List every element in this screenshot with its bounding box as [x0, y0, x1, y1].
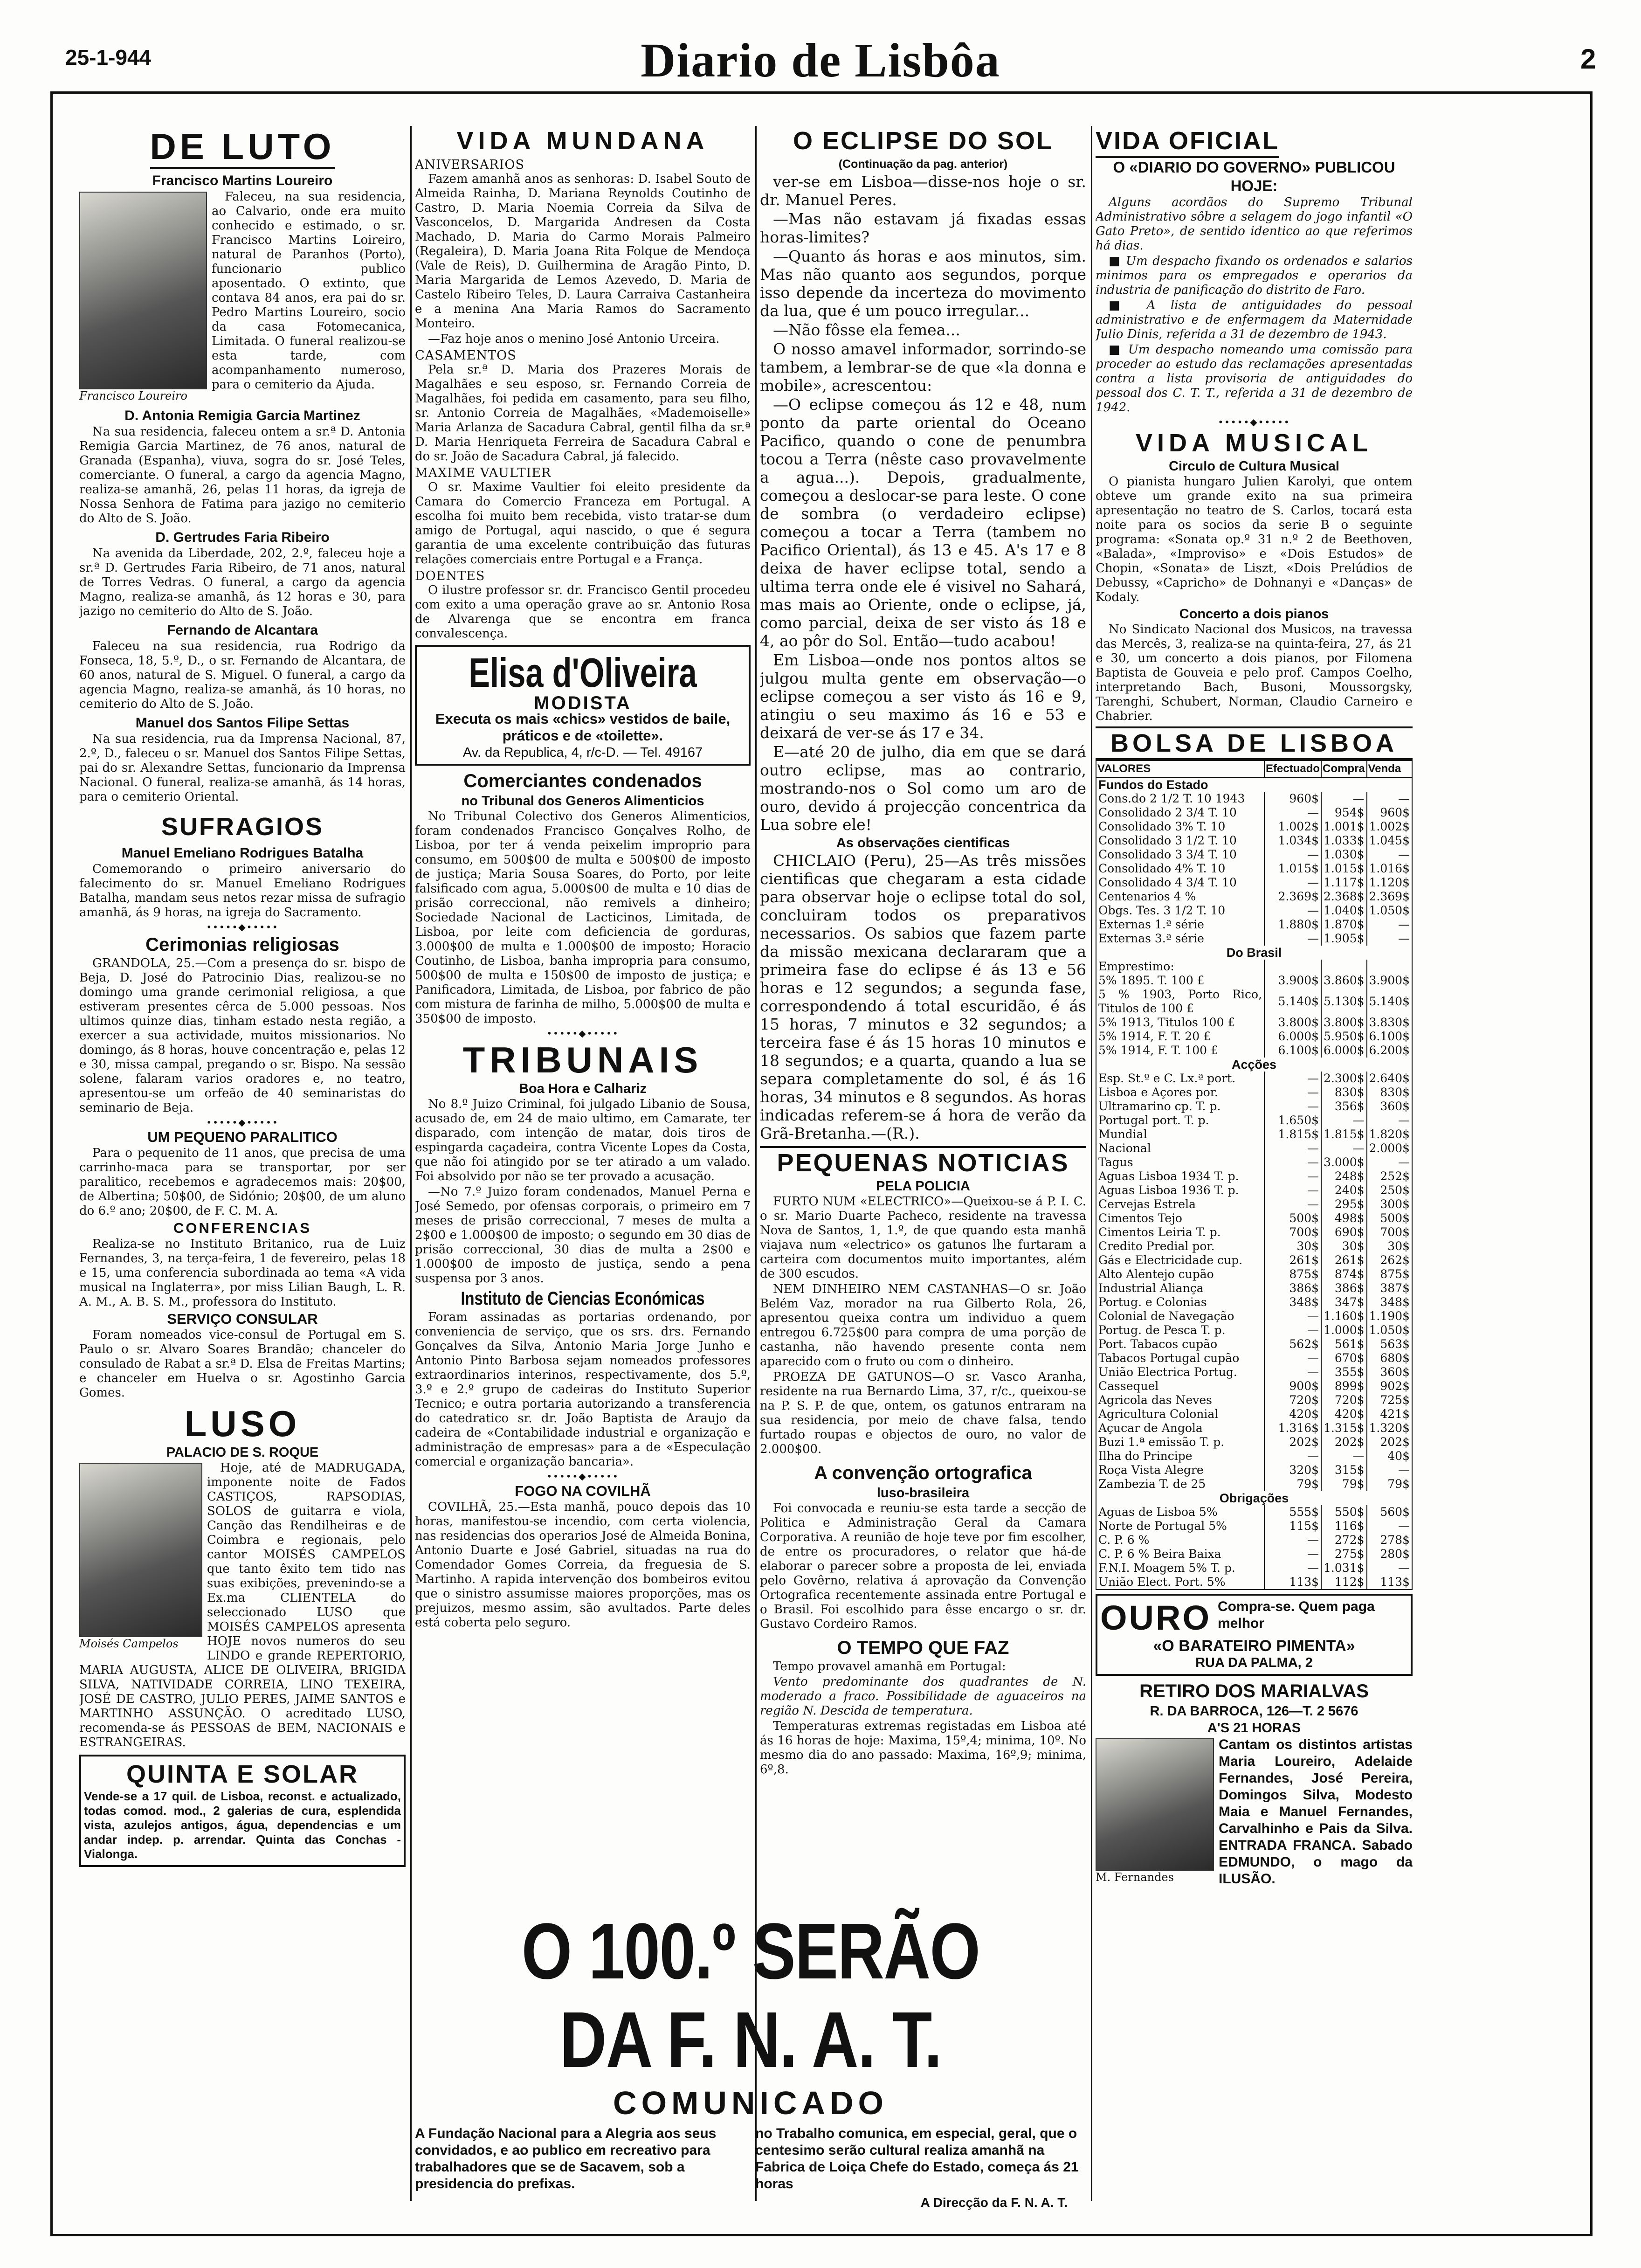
pequenas-text: NEM DINHEIRO NEM CASTANHAS—O sr. João Belém Vaz, morador na rua Gilberto Rola, 26, apresentou queixa contra um individuo a quem entregou 6.725$00 para compra de uma porção de castanha, não havendo presente conta nem aparecido com o fruto ou com o dinheiro. [760, 1282, 1086, 1369]
ouro-ad [1096, 1594, 1413, 1676]
table-row: 5% 1914, F. T. 100 £ 6.100$ 6.000$ 6.200$ [1096, 1044, 1412, 1058]
section-subhead: DOENTES [415, 569, 485, 583]
column-rule [755, 126, 757, 2201]
column-1 [79, 126, 406, 2201]
retiro-ad [1096, 1736, 1413, 1888]
obituary-name: D. Antonia Remigia Garcia Martinez [124, 408, 360, 423]
table-row: Agricultura Colonial 420$ 420$ 421$ [1096, 1407, 1412, 1421]
table-row: Colonial de Navegação — 1.160$ 1.190$ [1096, 1309, 1412, 1323]
mundana-text: Pela sr.ª D. Maria dos Prazeres Morais de Magalhães e seu esposo, sr. Fernando Correia de Magalhães, foi pedida em casamento, para seu filho, sr. Antonio Correia de Magalhães, «Mademoiselle» Maria Arlanza de Sacadura Cabral, gentil filha da sr.ª D. Maria Henriqueta Ferreira de Sacadura Cabral e do sr. João de Sacadura Cabral, já falecido. [415, 363, 751, 463]
sufragios-name: Manuel Emeliano Rodrigues Batalha [121, 845, 364, 861]
table-row: Emprestimo: [1096, 960, 1412, 974]
table-row: 5% 1895. T. 100 £ 3.900$ 3.860$ 3.900$ [1096, 974, 1412, 988]
fnat-subhead: COMUNICADO [613, 2085, 888, 2121]
retiro-title: RETIRO DOS MARIALVAS [1139, 1681, 1369, 1701]
quinta-ad [79, 1755, 406, 1867]
comerciantes-title: Comerciantes condenados [463, 771, 702, 791]
fnat-text-left: A Fundação Nacional para a Alegria aos seus convidados, e ao publico em recreativo para trabalhadores que se de Sacavem, sob a presidencia do prefixas. [415, 2126, 717, 2192]
table-row: Cons.do 2 1/2 T. 10 1943 960$ — — [1096, 792, 1412, 806]
separator: •••••◆••••• [546, 1028, 619, 1039]
consular-text: Foram nomeados vice-consul de Portugal em S. Paulo o sr. Alvaro Soares Brandão; chanceler do consulado de Rabat a sr.ª D. Elsa de Freitas Martins; e chanceler em Huelva o sr. Agostinho Garcia Gomes. [79, 1328, 406, 1400]
elisa-ad [415, 645, 751, 766]
tempo-text: Tempo provavel amanhã em Portugal: [773, 1660, 1006, 1673]
table-row: Tagus — 3.000$ — [1096, 1155, 1412, 1169]
portrait-caption: Francisco Loureiro [79, 389, 187, 402]
obituary-text: Faleceu, na sua residencia, ao Calvario, onde era muito conhecido e estimado, o sr. Francisco Martins Loireiro, natural de Paranhos (Porto), funcionario publico aposentado. O extinto, que contava 84 anos, era pai do sr. Pedro Martins Loureiro, socio da casa Fotomecanica, Limitada. O funeral realizou-se esta tarde, com acompanhamento numeroso, para o cemiterio da Ajuda. [212, 190, 406, 392]
elisa-role: MODISTA [534, 693, 632, 713]
table-row: Consolidado 2 3/4 T. 10 — 954$ 960$ [1096, 806, 1412, 820]
cerimonias-title: Cerimonias religiosas [145, 934, 339, 955]
table-row: União Elect. Port. 5% 113$ 112$ 113$ [1096, 1575, 1412, 1590]
pequenas-title: PEQUENAS NOTICIAS [760, 1146, 1086, 1178]
stock-table [1096, 760, 1413, 1590]
eclipse-subtitle: (Continuação da pag. anterior) [838, 158, 1008, 171]
mundana-text: O sr. Maxime Vaultier foi eleito presidente da Camara do Comercio Franceza em Portugal. A escolha foi muito bem recebida, visto tratar-se dum amigo de Portugal, aqui nascido, o que é segura garantia de uma excelente contribuição das futuras relações comerciais entre Portugal e a França. [415, 480, 751, 567]
eclipse-title: O ECLIPSE DO SOL [793, 127, 1054, 155]
pequenas-subtitle: PELA POLICIA [876, 1179, 970, 1194]
table-row: Credito Predial por. 30$ 30$ 30$ [1096, 1239, 1412, 1253]
col-header: Venda [1367, 761, 1412, 777]
bullet-square-icon: ■ [1109, 298, 1147, 312]
masthead-title: Diario de Lisbôa [641, 34, 1000, 87]
table-row: Ilha do Principe — — 40$ [1096, 1449, 1412, 1463]
table-row: Centenarios 4 % 2.369$ 2.368$ 2.369$ [1096, 890, 1412, 904]
oficial-text: ■ Um despacho fixando os ordenados e salarios minimos para os empregados e operarios da industria de panificação do distrito de Faro. [1096, 254, 1413, 297]
tribunais-title: TRIBUNAIS [462, 1039, 703, 1080]
musical-title: VIDA MUSICAL [1136, 429, 1372, 457]
table-row: Ultramarino cp. T. p. — 356$ 360$ [1096, 1099, 1412, 1113]
table-row: Cimentos Leiria T. p. 700$ 690$ 700$ [1096, 1225, 1412, 1239]
covilha-title: FOGO NA COVILHÃ [515, 1483, 651, 1499]
table-row: Agricola das Neves 720$ 720$ 725$ [1096, 1393, 1412, 1407]
oficial-text: ■ A lista de antiguidades do pessoal administrativo e de enfermagem da Maternidade Julio Dinis, referida a 31 de dezembro de 1943. [1096, 298, 1413, 341]
table-group-row: Do Brasil [1096, 946, 1412, 960]
oficial-body [1096, 195, 1413, 415]
quinta-title: QUINTA E SOLAR [126, 1760, 359, 1788]
luso-title: LUSO [184, 1403, 301, 1444]
table-row: Cervejas Estrela — 295$ 300$ [1096, 1197, 1412, 1211]
tempo-title: O TEMPO QUE FAZ [837, 1638, 1009, 1658]
table-row: Industrial Aliança 386$ 386$ 387$ [1096, 1281, 1412, 1295]
paralitico-text: Para o pequenito de 11 anos, que precisa de uma carrinho-maca para se transportar, por ser paralitico, recebemos e agradecemos mais: 20$00, de Albertina; 50$00, de Sidónio; 20$00, de um aluno do 6.º ano; 20$00, de F. C. M. A. [79, 1146, 406, 1218]
table-row: 5 % 1903, Porto Rico, Titulos de 100 £ 5.140$ 5.130$ 5.140$ [1096, 988, 1412, 1016]
eclipse-body [760, 173, 1086, 1142]
table-row: Portugal port. T. p. 1.650$ — — [1096, 1113, 1412, 1127]
table-row: Zambezia T. de 25 79$ 79$ 79$ [1096, 1477, 1412, 1491]
tempo-text: Temperaturas extremas registadas em Lisboa até ás 16 horas de hoje: Maxima, 15º,4; minima, 10º. No mesmo dia do ano passado: Maxima, 16º,9; minima, 6º,8. [760, 1719, 1086, 1777]
retiro-portrait [1096, 1738, 1212, 1884]
column-3 [760, 126, 1086, 2201]
cerimonias-text: GRANDOLA, 25.—Com a presença do sr. bispo de Beja, D. José do Patrocinio Dias, realizou-se no domingo uma grande cerimonial religiosa, a que estiveram presentes cêrca de 5.000 pessoas. Nos ultimos quinze dias, tinham estado nesta região, a exercer a sua actividade, muitos missionarios. No domingo, ás 8 horas, houve concentração e, pelas 12 e 30, missa campal, pregando o sr. Bispo. Na sessão solene, falaram varios oradores e, no teatro, apresentou-se um orfeão de 40 seminaristas do seminario de Beja. [79, 956, 406, 1115]
mundana-text: Fazem amanhã anos as senhoras: D. Isabel Souto de Almeida Rainha, D. Mariana Reynolds Coutinho de Castro, D. Maria Noemia Correia da Silva de Vasconcelos, D. Margarida Andresen da Costa Machado, D. Maria do Carmo Morais Palmeiro (Regaleira), D. Maria Joana Rita Folque de Mendoça (Vale de Reis), D. Guilhermina de Aragão Pinto, D. Maria Margarida de Lemos Azevedo, D. Maria de Castelo Ribeiro Teles, D. Laura Carraiva Castanheira e a menina Ana Maria Ramos do Sacramento Monteiro. [415, 172, 751, 331]
tribunais-text: —No 7.º Juizo foram condenados, Manuel Perna e José Semedo, por ofensas corporais, o primeiro em 7 meses de prisão correccional, 7 meses de multa a 2$00 e 1.000$00 de imposto; o segundo em 30 dias de prisão correccional, 30 dias de multa a 2$00 e 1.000$00 de imposto de justiça, sendo a pena suspensa por 3 anos. [415, 1185, 751, 1286]
table-row: Nacional — — 2.000$ [1096, 1141, 1412, 1155]
table-group-row: Fundos do Estado [1096, 777, 1412, 792]
table-row: Buzi 1.ª emissão T. p. 202$ 202$ 202$ [1096, 1435, 1412, 1449]
oficial-text: ■ Um despacho nomeando uma comissão para proceder ao estudo das reclamações apresentadas contra a lista provisoria de antiguidades do pessoal dos C. T. T., referida a 31 de dezembro de 1942. [1096, 343, 1413, 415]
musical-text: O pianista hungaro Julien Karolyi, que ontem obteve um grande exito na sua primeira apresentação no teatro de S. Carlos, tocará esta noite para os socios da serie B o seguinte programa: «Sonata op.º 31 n.º 2 de Beethoven, «Balada», «Improviso» e «Dois Estudos» de Chopin, «Sonata» de Liszt, «Dois Prelúdios de Debussy, «Capricho» de Dohnanyi e «Danças» de Kodaly. [1096, 475, 1413, 604]
fnat-banner [415, 1907, 1086, 2210]
conferencias-title: CONFERENCIAS [173, 1220, 311, 1236]
obituary-entry [79, 190, 406, 404]
table-row: 5% 1913, Titulos 100 £ 3.800$ 3.800$ 3.830$ [1096, 1016, 1412, 1030]
table-row: Consolidado 4 3/4 T. 10 — 1.117$ 1.120$ [1096, 876, 1412, 890]
table-row: Externas 3.ª série — 1.905$ — [1096, 932, 1412, 946]
retiro-time: A'S 21 HORAS [1207, 1721, 1301, 1736]
eclipse-text: ver-se em Lisboa—disse-nos hoje o sr. dr. Manuel Peres. [760, 173, 1086, 209]
musical-subhead: Concerto a dois pianos [1179, 607, 1329, 622]
mundana-title: VIDA MUNDANA [456, 127, 709, 155]
issue-date: 25-1-944 [65, 45, 152, 69]
oficial-title: VIDA OFICIAL [1096, 126, 1413, 158]
col-header: Compra [1321, 761, 1366, 777]
table-row: Norte de Portugal 5% 115$ 116$ — [1096, 1519, 1412, 1533]
table-row: União Electrica Portug. — 355$ 360$ [1096, 1365, 1412, 1379]
oficial-text: Alguns acordãos do Supremo Tribunal Administrativo sôbre a selagem do jogo infantil «O Gato Preto», de sentido identico ao que referimos há dias. [1096, 195, 1413, 253]
obituary-text: Faleceu na sua residencia, rua Rodrigo da Fonseca, 18, 5.º, D., o sr. Fernando de Alcantara, de 60 anos, natural de S. Miguel. O funeral, a cargo da agencia Magno, realiza-se amanhã, ás 10 horas, no cemiterio do Alto de S. João. [79, 639, 406, 711]
portrait-photo [79, 192, 207, 389]
fnat-text-right: no Trabalho comunica, em especial, geral, que o centesimo serão cultural realiza amanhã na Fabrica de Loiça Chefe do Estado, começa ás 21 horas [755, 2126, 1079, 2192]
fnat-signature: A Direcção da F. N. A. T. [920, 2195, 1068, 2210]
table-row: Port. Tabacos cupão 562$ 561$ 563$ [1096, 1337, 1412, 1351]
elisa-name: Elisa d'Oliveira [469, 650, 697, 696]
musical-text: No Sindicato Nacional dos Musicos, na travessa das Mercês, 3, realiza-se na quinta-feira, 27, ás 21 e 30, um concerto a dois pianos, por Filomena Baptista de Gouveia e pelo prof. Campos Coelho, interpretando Bach, Busoni, Moussorgsky, Tarenghi, Schubert, Norman, Claudio Carneiro e Chabrier. [1096, 622, 1413, 723]
eclipse-text: O nosso amavel informador, sorrindo-se tambem, a lembrar-se de que «la donna e mobile», acrescentou: [760, 340, 1086, 394]
table-header-row [1096, 761, 1412, 777]
comerciantes-subtitle: no Tribunal dos Generos Alimenticios [461, 794, 704, 809]
column-rule [410, 126, 412, 2201]
convencao-title: A convenção ortografica [814, 1463, 1032, 1483]
table-row: Portug. de Pesca T. p. — 1.000$ 1.050$ [1096, 1323, 1412, 1337]
table-row: Esp. St.º e C. Lx.ª port. — 2.300$ 2.640$ [1096, 1072, 1412, 1086]
column-rule [1091, 126, 1092, 2201]
luso-portrait [79, 1463, 200, 1650]
table-row: Consolidado 3% T. 10 1.002$ 1.001$ 1.002$ [1096, 820, 1412, 834]
table-row: Aguas Lisboa 1936 T. p. — 240$ 250$ [1096, 1183, 1412, 1197]
table-row: Externas 1.ª série 1.880$ 1.870$ — [1096, 918, 1412, 932]
col-header: Efectuado [1264, 761, 1321, 777]
mundana-text: —Faz hoje anos o menino José Antonio Urceira. [428, 332, 720, 346]
tribunais-subtitle: Boa Hora e Calhariz [519, 1081, 647, 1096]
column-4 [1096, 126, 1413, 2201]
bullet-square-icon: ■ [1109, 343, 1128, 357]
ouro-line: RUA DA PALMA, 2 [1195, 1655, 1313, 1670]
table-group-row: Obrigações [1096, 1491, 1412, 1505]
tribunais-text: No 8.º Juizo Criminal, foi julgado Libanio de Sousa, acusado de, em 24 de maio ultimo, em Camarate, ter disparado, com intenção de matar, dois tiros de espingarda caçadeira, contra Vicente Lopes da Costa, que não foi atingido por se ter atirado a um valado. Foi absolvido por não se ter provado a acusação. [415, 1097, 751, 1183]
covilha-text: COVILHÃ, 25.—Esta manhã, pouco depois das 10 horas, manifestou-se incendio, com certa violencia, nas residencias dos operarios José de Almeida Bonina, Antonio Duarte e José Gabriel, situadas na rua do Comendador Gomes Correia, da freguesia de S. Martinho. A rapida intervenção dos bombeiros evitou que o sinistro assumisse maiores proporções, mas os prejuizos, mesmo assim, são avultados. Parte deles está coberta pelo seguro. [415, 1500, 751, 1630]
bullet-square-icon: ■ [1109, 254, 1126, 268]
oficial-subtitle: O «DIARIO DO GOVERNO» PUBLICOU HOJE: [1113, 159, 1395, 194]
table-row: Mundial 1.815$ 1.815$ 1.820$ [1096, 1127, 1412, 1141]
convencao-subtitle: luso-brasileira [876, 1486, 970, 1500]
obituary-name: Francisco Martins Loureiro [152, 173, 333, 188]
eclipse-text: —Quanto ás horas e aos minutos, sim. Mas não quanto aos segundos, porque isso depende da incerteza do movimento da lua, que é um pouco irregular... [760, 247, 1086, 320]
pequenas-text: PROEZA DE GATUNOS—O sr. Vasco Aranha, residente na rua Bernardo Lima, 37, r/c., queixou-se na P. S. P. de que, ontem, os gatunos entraram na sua residencia, por meio de chave falsa, tendo furtado roupas e objectos de ouro, no valor de 2.000$00. [760, 1370, 1086, 1456]
separator: •••••◆••••• [546, 1471, 619, 1482]
sufragios-title: SUFRAGIOS [161, 813, 324, 841]
obituary-text: Na avenida da Liberdade, 202, 2.º, faleceu hoje a sr.ª D. Gertrudes Faria Ribeiro, de 71 anos, natural de Torres Vedras. O funeral, a cargo da agencia Magno, realiza-se amanhã, ás 12 horas e 30, para jazigo no cemiterio do Alto de S. João. [79, 546, 406, 618]
conferencias-text: Realiza-se no Instituto Britanico, rua de Luiz Fernandes, 3, na terça-feira, 1 de fevereiro, pelas 18 e 15, uma conferencia subordinada ao tema «A vida musical na Inglaterra», por miss Lilian Baugh, L. R. A. M., A. B. S. M., professora do Instituto. [79, 1237, 406, 1309]
fnat-body [415, 2125, 1086, 2192]
portrait-caption: Moisés Campelos [79, 1637, 179, 1650]
eclipse-text: Em Lisboa—onde nos pontos altos se julgou multa gente em observação—o eclipse começou a ser visto ás 16 e 9, atingiu o seu maximo ás 16 e 53 e deixará de ver-se ás 17 e 34. [760, 651, 1086, 742]
musical-subhead: Circulo de Cultura Musical [1169, 459, 1339, 474]
table-row: Aguas de Lisboa 5% 555$ 550$ 560$ [1096, 1505, 1412, 1519]
obituary-text: Na sua residencia, faleceu ontem a sr.ª D. Antonia Remigia Garcia Martinez, de 76 anos, natural de Granada (Espanha), viuva, sogra do sr. José Teles, comerciante. O funeral, a cargo da agencia Magno, realiza-se amanhã, 26, pelas 11 horas, da igreja de Nossa Senhora de Fatima para jazigo no cemiterio do Alto de S. João. [79, 425, 406, 526]
table-row: Tabacos Portugal cupão — 670$ 680$ [1096, 1351, 1412, 1365]
convencao-text: Foi convocada e reuniu-se esta tarde a secção de Politica e Administração Geral da Camara Corporativa. A reunião de hoje teve por fim escolher, de entre os procuradores, o relator que há-de elaborar o parecer sobre a proposta de lei, enviada pelo Govêrno, relativa á aprovação da Convenção Ortografica recentemente assinada entre Portugal e o Brasil. Foi escolhido para êsse encargo o sr. dr. Gustavo Cordeiro Ramos. [760, 1501, 1086, 1631]
column-2 [415, 126, 751, 2201]
separator: •••••◆••••• [206, 921, 279, 933]
table-row: Alto Alentejo cupão 875$ 874$ 875$ [1096, 1267, 1412, 1281]
elisa-address: Av. da Republica, 4, r/c-D. — Tel. 49167 [462, 745, 703, 760]
separator: •••••◆••••• [206, 1117, 279, 1128]
luso-ad [79, 1461, 406, 1751]
table-row: Açucar de Angola 1.316$ 1.315$ 1.320$ [1096, 1421, 1412, 1435]
ouro-line: «O BARATEIRO PIMENTA» [1153, 1637, 1355, 1655]
section-subhead: ANIVERSARIOS [415, 158, 524, 172]
page-number: 2 [1580, 43, 1596, 75]
retiro-text: Cantam os distintos artistas Maria Loureiro, Adelaide Fernandes, José Pereira, Domingos Silva, Modesto Maia e Manuel Fernandes, Carvalhinho e Pais da Silva. ENTRADA FRANCA. Sabado EDMUNDO, o mago da ILUSÃO. [1219, 1737, 1413, 1887]
luso-subtitle: PALACIO DE S. ROQUE [166, 1445, 319, 1460]
elisa-line: Executa os mais «chics» vestidos de baile, práticos e de «toilette». [435, 711, 731, 744]
comerciantes-text: No Tribunal Colectivo dos Generos Alimenticios, foram condenados Francisco Gonçalves Rolho, de Lisboa, por ter á venda peixelim improprio para consumo, em 500$00 de multa e 500$00 de imposto de justiça; Maria Sousa Soares, do Porto, por leite falsificado com agua, 5.000$00 de multa e 10 dias de prisão correccional, não remivels a dinheiro; Sociedade Nacional de Lacticinos, Limitada, de Lisboa, por leite com deficiencia de gorduras, 3.000$00 de multa e 1.000$00 de imposto; Horacio Coutinho, de Lisboa, banha impropria para consumo, 500$00 de multa e 150$00 de imposto de justiça; e Panificadora, Limitada, de Lisboa, por fabrico de pão com mistura de farinha de milho, 5.000$00 de multa e 350$00 de imposto. [415, 809, 751, 1026]
obituary-text: Na sua residencia, rua da Imprensa Nacional, 87, 2.º, D., faleceu o sr. Manuel dos Santos Filipe Settas, pai do sr. Alexandre Settas, funcionario da Imprensa Nacional. O funeral, realiza-se amanhã, ás 14 horas, para o cemiterio Oriental. [79, 732, 406, 804]
table-row: Roça Vista Alegre 320$ 315$ — [1096, 1463, 1412, 1477]
eclipse-subhead: As observações cientificas [836, 836, 1010, 850]
tempo-text: Vento predominante dos quadrantes de N. moderado a fraco. Possibilidade de aguaceiros na região N. Descida de temperatura. [760, 1675, 1086, 1718]
quinta-text: Vende-se a 17 quil. de Lisboa, reconst. e actualizado, todas comod. mod., 2 galerias de cura, esplendida vista, azulejos antigos, água, dependencias e um andar indep. p. arrendar. Quinta das Conchas - Vialonga. [84, 1789, 401, 1861]
consular-title: SERVIÇO CONSULAR [167, 1311, 318, 1327]
col-header: VALORES [1096, 761, 1264, 777]
separator: •••••◆••••• [1218, 416, 1290, 428]
table-group-row: Acções [1096, 1058, 1412, 1072]
instituto-text: Foram assinadas as portarias ordenando, por conveniencia de serviço, que os srs. drs. Fernando Gonçalves da Silva, Antonio Maria Jorge Junho e Antonio Pinto Barbosa sejam nomeados professores extraordinarios interinos, respectivamente, dos 5.º, 3.º e 2.º grupo de cadeiras do Instituto Superior Tecnico; e outra portaria autorizando a transferencia do catedratico sr. dr. João Baptista de Araujo da cadeira de «Contabilidade industrial e organização e administração de empresas» para a de «Especulação comercial e organização bancaria». [415, 1310, 751, 1469]
obituary-name: Manuel dos Santos Filipe Settas [135, 715, 350, 731]
table-row: Gás e Electricidade cup. 261$ 261$ 262$ [1096, 1253, 1412, 1267]
portrait-block [79, 192, 205, 402]
portrait-caption: M. Fernandes [1096, 1871, 1174, 1884]
table-row: Cimentos Tejo 500$ 498$ 500$ [1096, 1211, 1412, 1225]
table-row: C. P. 6 % Beira Baixa — 275$ 280$ [1096, 1547, 1412, 1561]
table-row: Obgs. Tes. 3 1/2 T. 10 — 1.040$ 1.050$ [1096, 904, 1412, 918]
table-row: Consolidado 4% T. 10 1.015$ 1.015$ 1.016$ [1096, 862, 1412, 876]
section-subhead: MAXIME VAULTIER [415, 466, 552, 480]
deluto-title: DE LUTO [79, 126, 406, 169]
table-row: Aguas Lisboa 1934 T. p. — 248$ 252$ [1096, 1169, 1412, 1183]
ouro-word: OURO [1100, 1598, 1211, 1637]
section-subhead: CASAMENTOS [415, 348, 517, 363]
table-row: Lisboa e Açores por. — 830$ 830$ [1096, 1086, 1412, 1099]
retiro-address: R. DA BARROCA, 126—T. 2 5676 [1150, 1704, 1358, 1719]
sufragios-text: Comemorando o primeiro aniversario do falecimento do sr. Manuel Emeliano Rodrigues Batalha, mandam seus netos rezar missa de sufragio amanhã, ás 9 horas, na igreja do Sacramento. [79, 862, 406, 920]
table-row: Portug. e Colonias 348$ 347$ 348$ [1096, 1295, 1412, 1309]
luso-text: Hoje, até de MADRUGADA, imponente noite de Fados CASTIÇOS, RAPSODIAS, SOLOS de guitarra e viola, Canção das Rendilheiras e de Coimbra e regionais, pelo cantor MOISÉS CAMPELOS que tanto êxito tem tido nas suas exibições, prevenindo-se a Ex.ma CLIENTELA do seleccionado LUSO que MOISÉS CAMPELOS apresenta HOJE novos numeros do seu LINDO e grande REPERTORIO, MARIA AUGUSTA, ALICE DE OLIVEIRA, BRIGIDA SILVA, NATIVIDADE CORREIA, LINO TEXEIRA, JOSÉ DE CASTRO, JULIO PERES, JAIME SANTOS e MARTINHO ASSUNÇÃO. O acreditado LUSO, recomenda-se ás PESSOAS de BEM, NACIONAIS e ESTRANGEIRAS. [79, 1461, 406, 1749]
eclipse-text: CHICLAIO (Peru), 25—As três missões cientificas que chegaram a esta cidade para observar hoje o eclipse total do sol, concluiram todos os preparativos necessarios. Os sabios que fazem parte da missão mexicana declararam que a primeira fase do eclipse é ás 13 e 56 horas e 12 segundos; a segunda fase, correspondendo á total escuridão, é ás 15 horas, 7 minutos e 32 segundos; a terceira fase é ás 15 horas 10 minutos e 18 segundos; e a quarta, quando a lua se separa completamente do sol, é ás 16 horas, 34 minutos e 8 segundos. As horas indicadas referem-se á hora de verão da Grã-Bretanha.—(R.). [760, 851, 1086, 1142]
instituto-title: Instituto de Ciencias Económicas [461, 1288, 705, 1309]
fnat-headline: O 100.º SERÃO DA F. N. A. T. [521, 1907, 980, 2084]
eclipse-text: —O eclipse começou ás 12 e 48, num ponto da parte oriental do Oceano Pacifico, quando o cone de penumbra tocou a Terra (nêste caso provavelmente a agua...). Depois, gradualmente, começou a deslocar-se para leste. O cone de sombra (o verdadeiro eclipse) começou a tocar a Terra (tambem no Pacifico Oriental), ás 13 e 45. A's 17 e 8 deixa de haver eclipse total, sendo a ultima terra onde ele é visivel no Sahará, mas mais ao Oriente, onde o eclipse, já, como parcial, deixa de ser visto ás 18 e 4, ao pôr do Sol. Então—tudo acabou! [760, 395, 1086, 650]
table-row: Cassequel 900$ 899$ 902$ [1096, 1379, 1412, 1393]
pequenas-text: FURTO NUM «ELECTRICO»—Queixou-se á P. I. C. o sr. Mario Duarte Pacheco, residente na travessa Nova de Santos, 1, 1.º, de que quando esta manhã viajava num «electrico» os gatunos lhe furtaram a carteira com documentos muito importantes, além de 300 escudos. [760, 1195, 1086, 1281]
eclipse-text: —Mas não estavam já fixadas essas horas-limites? [760, 210, 1086, 246]
eclipse-text: —Não fôsse ela femea... [773, 321, 960, 339]
portrait-photo [1096, 1738, 1214, 1871]
ouro-line: Compra-se. Quem paga melhor [1218, 1599, 1375, 1631]
table-row: C. P. 6 % — 272$ 278$ [1096, 1533, 1412, 1547]
mundana-text: O ilustre professor sr. dr. Francisco Gentil procedeu com exito a uma operação grave ao sr. Antonio Rosa de Alvarenga que se encontra em franca convalescença. [415, 583, 751, 641]
table-row: Consolidado 3 3/4 T. 10 — 1.030$ — [1096, 848, 1412, 862]
portrait-photo [79, 1463, 202, 1637]
eclipse-text: E—até 20 de julho, dia em que se dará outro eclipse, mas ao contrario, mostrando-nos o Sol como um aro de ouro, devido á projecção concentrica da Lua sobre ele! [760, 743, 1086, 834]
obituary-name: D. Gertrudes Faria Ribeiro [155, 530, 330, 545]
table-row: Consolidado 3 1/2 T. 10 1.034$ 1.033$ 1.045$ [1096, 834, 1412, 848]
table-row: 5% 1914, F. T. 20 £ 6.000$ 5.950$ 6.100$ [1096, 1030, 1412, 1044]
paralitico-title: UM PEQUENO PARALITICO [147, 1129, 338, 1145]
obituary-name: Fernando de Alcantara [167, 622, 318, 638]
table-row: F.N.I. Moagem 5% T. p. — 1.031$ — [1096, 1561, 1412, 1575]
bolsa-title: BOLSA DE LISBOA [1096, 726, 1413, 760]
